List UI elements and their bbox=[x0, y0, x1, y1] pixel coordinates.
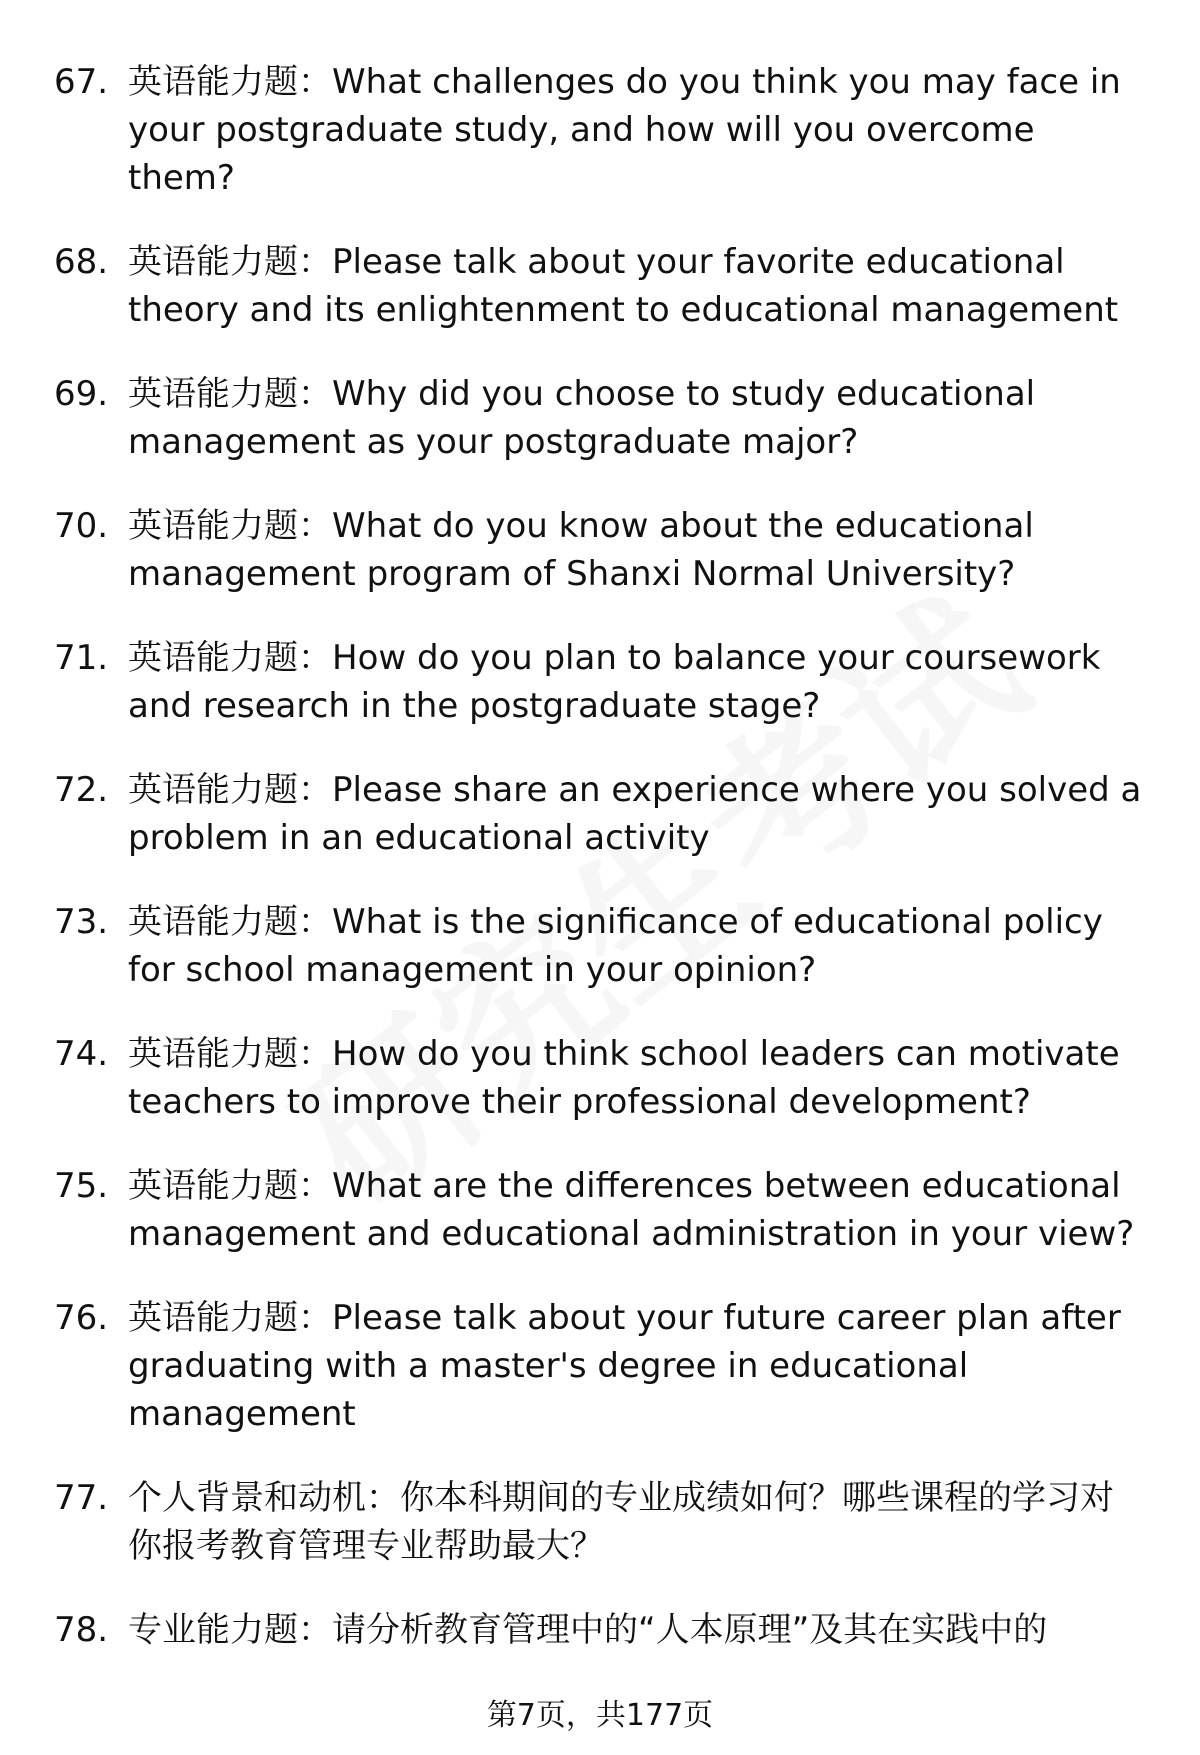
question-body: What is the significance of educational policy for school management in your opinion? bbox=[128, 902, 1103, 990]
category-separator: ： bbox=[298, 506, 332, 546]
question-category: 英语能力题 bbox=[128, 902, 298, 942]
category-separator: ： bbox=[298, 1610, 332, 1650]
question-text bbox=[128, 1606, 1144, 1654]
list-item bbox=[54, 634, 1144, 730]
category-separator: ： bbox=[298, 1034, 332, 1074]
list-item bbox=[54, 58, 1144, 202]
question-category: 英语能力题 bbox=[128, 1298, 298, 1338]
question-list bbox=[54, 58, 1144, 1690]
question-body: How do you plan to balance your coursework and research in the postgraduate stage? bbox=[128, 638, 1101, 726]
category-separator: ： bbox=[298, 374, 332, 414]
question-category: 英语能力题 bbox=[128, 242, 298, 282]
list-item bbox=[54, 898, 1144, 994]
question-text bbox=[128, 1030, 1144, 1126]
question-text bbox=[128, 634, 1144, 730]
question-body: Please talk about your future career plan after graduating with a master's degree in educational management bbox=[128, 1298, 1121, 1434]
question-number: 73. bbox=[54, 902, 109, 942]
question-text bbox=[128, 58, 1144, 202]
category-separator: ： bbox=[298, 1166, 332, 1206]
question-body: Please talk about your favorite educational theory and its enlightenment to educational management bbox=[128, 242, 1119, 330]
question-number: 77. bbox=[54, 1478, 109, 1518]
question-text bbox=[128, 238, 1144, 334]
category-separator: ： bbox=[298, 1298, 332, 1338]
question-number: 74. bbox=[54, 1034, 109, 1074]
question-body: What do you know about the educational management program of Shanxi Normal University? bbox=[128, 506, 1034, 594]
question-number: 69. bbox=[54, 374, 109, 414]
category-separator: ： bbox=[298, 62, 332, 102]
question-body: What are the differences between educational management and educational administration in your view? bbox=[128, 1166, 1135, 1254]
list-item bbox=[54, 238, 1144, 334]
question-category: 英语能力题 bbox=[128, 1034, 298, 1074]
question-number: 71. bbox=[54, 638, 109, 678]
question-category: 英语能力题 bbox=[128, 638, 298, 678]
category-separator: ： bbox=[298, 638, 332, 678]
question-category: 英语能力题 bbox=[128, 374, 298, 414]
page-number-footer: 第7页，共177页 bbox=[486, 1698, 714, 1733]
question-number: 68. bbox=[54, 242, 109, 282]
list-item bbox=[54, 1030, 1144, 1126]
list-item bbox=[54, 370, 1144, 466]
question-category: 英语能力题 bbox=[128, 62, 298, 102]
list-item bbox=[54, 1294, 1144, 1438]
question-number: 67. bbox=[54, 62, 109, 102]
list-item bbox=[54, 766, 1144, 862]
question-category: 英语能力题 bbox=[128, 1166, 298, 1206]
question-number: 70. bbox=[54, 506, 109, 546]
question-number: 75. bbox=[54, 1166, 109, 1206]
question-number: 72. bbox=[54, 770, 109, 810]
question-body: 请分析教育管理中的“人本原理”及其在实践中的 bbox=[332, 1610, 1048, 1650]
question-text bbox=[128, 1294, 1144, 1438]
question-category: 个人背景和动机 bbox=[128, 1478, 366, 1518]
question-body: Please share an experience where you solved a problem in an educational activity bbox=[128, 770, 1142, 858]
question-body: What challenges do you think you may face in your postgraduate study, and how will you overcome them? bbox=[128, 62, 1121, 198]
category-separator: ： bbox=[298, 902, 332, 942]
question-category: 英语能力题 bbox=[128, 506, 298, 546]
question-category: 英语能力题 bbox=[128, 770, 298, 810]
question-category: 专业能力题 bbox=[128, 1610, 298, 1650]
question-text bbox=[128, 898, 1144, 994]
question-text bbox=[128, 1474, 1144, 1570]
category-separator: ： bbox=[298, 242, 332, 282]
question-text bbox=[128, 502, 1144, 598]
question-body: Why did you choose to study educational management as your postgraduate major? bbox=[128, 374, 1036, 462]
list-item bbox=[54, 1606, 1144, 1654]
category-separator: ： bbox=[366, 1478, 400, 1518]
list-item bbox=[54, 502, 1144, 598]
question-text bbox=[128, 370, 1144, 466]
category-separator: ： bbox=[298, 770, 332, 810]
question-number: 76. bbox=[54, 1298, 109, 1338]
question-number: 78. bbox=[54, 1610, 109, 1650]
question-body: How do you think school leaders can motivate teachers to improve their professional development? bbox=[128, 1034, 1120, 1122]
list-item bbox=[54, 1474, 1144, 1570]
question-text bbox=[128, 1162, 1144, 1258]
list-item bbox=[54, 1162, 1144, 1258]
question-body: 你本科期间的专业成绩如何？哪些课程的学习对你报考教育管理专业帮助最大？ bbox=[128, 1478, 1114, 1566]
question-text bbox=[128, 766, 1144, 862]
